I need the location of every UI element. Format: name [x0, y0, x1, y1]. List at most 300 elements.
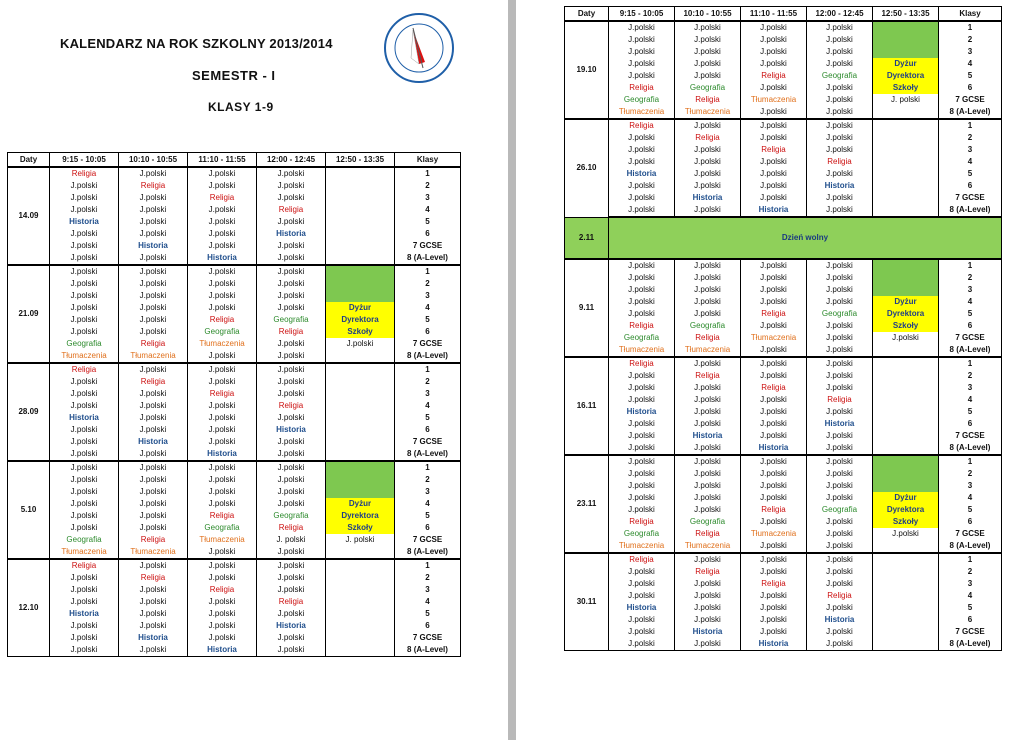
lesson-cell: J.polski: [119, 302, 188, 314]
lesson-cell: J.polski: [257, 572, 326, 584]
table-row: [565, 455, 1002, 468]
lesson-cell: J.polski: [807, 357, 873, 370]
class-cell: 7 GCSE: [395, 338, 461, 350]
lesson-cell: J.polski: [119, 522, 188, 534]
free-slot-cell: [873, 272, 939, 284]
class-cell: 6: [395, 326, 461, 338]
lesson-cell: Historia: [50, 412, 119, 424]
lesson-cell: J.polski: [675, 296, 741, 308]
extra-lesson-cell: [873, 553, 939, 566]
table-row: [8, 448, 461, 461]
extra-lesson-cell: [326, 644, 395, 657]
table-row: [8, 350, 461, 363]
lesson-cell: Historia: [609, 406, 675, 418]
lesson-cell: Religia: [119, 534, 188, 546]
free-slot-cell: [873, 284, 939, 296]
lesson-cell: Religia: [50, 363, 119, 376]
lesson-cell: J.polski: [609, 468, 675, 480]
lesson-cell: J.polski: [119, 228, 188, 240]
table-row: [565, 180, 1002, 192]
lesson-cell: Geografia: [50, 338, 119, 350]
class-cell: 7 GCSE: [939, 528, 1002, 540]
extra-lesson-cell: [873, 382, 939, 394]
free-slot-cell: [873, 480, 939, 492]
class-cell: 7 GCSE: [939, 192, 1002, 204]
table-row: [565, 46, 1002, 58]
week-date: 16.11: [565, 357, 609, 455]
lesson-cell: J.polski: [807, 344, 873, 357]
lesson-cell: J.polski: [257, 559, 326, 572]
lesson-cell: Historia: [119, 240, 188, 252]
extra-lesson-cell: [326, 388, 395, 400]
extra-lesson-cell: [873, 204, 939, 217]
lesson-cell: J.polski: [807, 296, 873, 308]
lesson-cell: Tłumaczenia: [741, 94, 807, 106]
lesson-cell: J.polski: [807, 106, 873, 119]
lesson-cell: J.polski: [807, 272, 873, 284]
extra-lesson-cell: [326, 240, 395, 252]
lesson-cell: J.polski: [807, 540, 873, 553]
class-cell: 3: [939, 144, 1002, 156]
lesson-cell: J.polski: [675, 455, 741, 468]
lesson-cell: Religia: [609, 516, 675, 528]
extra-lesson-cell: [326, 448, 395, 461]
lesson-cell: J.polski: [119, 278, 188, 290]
lesson-cell: J.polski: [741, 344, 807, 357]
lesson-cell: J.polski: [50, 388, 119, 400]
lesson-cell: J.polski: [675, 590, 741, 602]
calendar-page-left: [0, 0, 508, 740]
class-cell: 3: [939, 480, 1002, 492]
class-cell: 5: [395, 608, 461, 620]
lesson-cell: J.polski: [188, 424, 257, 436]
lesson-cell: J.polski: [257, 486, 326, 498]
lesson-cell: J.polski: [807, 21, 873, 34]
lesson-cell: Tłumaczenia: [741, 528, 807, 540]
class-cell: 5: [939, 504, 1002, 516]
class-cell: 6: [395, 424, 461, 436]
table-row: [8, 534, 461, 546]
class-cell: 5: [939, 168, 1002, 180]
lesson-cell: J.polski: [257, 265, 326, 278]
lesson-cell: J.polski: [257, 180, 326, 192]
class-cell: 3: [939, 46, 1002, 58]
lesson-cell: J.polski: [188, 290, 257, 302]
table-row: [8, 240, 461, 252]
lesson-cell: Tłumaczenia: [188, 338, 257, 350]
class-cell: 2: [939, 370, 1002, 382]
lesson-cell: J.polski: [257, 278, 326, 290]
lesson-cell: J.polski: [50, 584, 119, 596]
lesson-cell: Religia: [609, 357, 675, 370]
lesson-cell: J.polski: [119, 559, 188, 572]
lesson-cell: Historia: [675, 626, 741, 638]
lesson-cell: J.polski: [119, 486, 188, 498]
class-cell: 2: [939, 34, 1002, 46]
lesson-cell: J.polski: [50, 302, 119, 314]
class-cell: 4: [395, 596, 461, 608]
table-row: [565, 34, 1002, 46]
lesson-cell: J.polski: [807, 492, 873, 504]
week-date: 9.11: [565, 259, 609, 357]
lesson-cell: Historia: [741, 638, 807, 651]
lesson-cell: J.polski: [807, 284, 873, 296]
lesson-cell: J.polski: [807, 58, 873, 70]
extra-lesson-cell: [873, 344, 939, 357]
lesson-cell: J.polski: [257, 632, 326, 644]
column-header: Daty: [8, 153, 50, 168]
duty-cell: Dyżur: [326, 498, 395, 510]
column-header: 11:10 - 11:55: [741, 7, 807, 22]
lesson-cell: Geografia: [675, 320, 741, 332]
table-row: [8, 486, 461, 498]
free-slot-cell: [873, 34, 939, 46]
class-cell: 1: [939, 21, 1002, 34]
lesson-cell: J.polski: [675, 46, 741, 58]
week-date: 30.11: [565, 553, 609, 651]
lesson-cell: J.polski: [741, 602, 807, 614]
lesson-cell: Tłumaczenia: [188, 534, 257, 546]
table-row: [565, 516, 1002, 528]
week-date: 12.10: [8, 559, 50, 657]
duty-cell: Dyrektora: [873, 308, 939, 320]
lesson-cell: J.polski: [807, 442, 873, 455]
lesson-cell: J.polski: [119, 265, 188, 278]
lesson-cell: Geografia: [807, 70, 873, 82]
class-cell: 1: [395, 559, 461, 572]
lesson-cell: J.polski: [119, 204, 188, 216]
lesson-cell: Tłumaczenia: [609, 106, 675, 119]
schedule-table-right: [564, 6, 1002, 651]
lesson-cell: J.polski: [675, 357, 741, 370]
lesson-cell: J.polski: [188, 167, 257, 180]
extra-lesson-cell: J. polski: [873, 94, 939, 106]
lesson-cell: J.polski: [188, 400, 257, 412]
table-row: [8, 376, 461, 388]
lesson-cell: J.polski: [675, 58, 741, 70]
lesson-cell: J.polski: [609, 308, 675, 320]
class-cell: 1: [939, 553, 1002, 566]
class-cell: 4: [939, 296, 1002, 308]
lesson-cell: J.polski: [741, 430, 807, 442]
table-row: [8, 498, 461, 510]
table-row: [8, 180, 461, 192]
lesson-cell: Religia: [807, 156, 873, 168]
table-row: [565, 357, 1002, 370]
lesson-cell: J.polski: [609, 370, 675, 382]
lesson-cell: J.polski: [50, 204, 119, 216]
lesson-cell: J.polski: [675, 638, 741, 651]
table-row: [565, 320, 1002, 332]
lesson-cell: J.polski: [807, 430, 873, 442]
class-cell: 3: [395, 486, 461, 498]
document-title: KALENDARZ NA ROK SZKOLNY 2013/2014: [60, 36, 333, 51]
duty-cell: Dyżur: [873, 492, 939, 504]
class-cell: 6: [395, 522, 461, 534]
extra-lesson-cell: [326, 596, 395, 608]
class-cell: 7 GCSE: [939, 430, 1002, 442]
lesson-cell: Religia: [188, 314, 257, 326]
free-slot-cell: [873, 468, 939, 480]
extra-lesson-cell: J.polski: [873, 332, 939, 344]
lesson-cell: J.polski: [675, 614, 741, 626]
class-cell: 7 GCSE: [395, 436, 461, 448]
lesson-cell: J.polski: [741, 468, 807, 480]
lesson-cell: J.polski: [675, 272, 741, 284]
lesson-cell: Religia: [119, 376, 188, 388]
lesson-cell: J.polski: [741, 34, 807, 46]
class-cell: 8 (A-Level): [395, 350, 461, 363]
lesson-cell: Religia: [257, 204, 326, 216]
lesson-cell: J.polski: [119, 608, 188, 620]
lesson-cell: J.polski: [257, 167, 326, 180]
class-cell: 3: [395, 388, 461, 400]
extra-lesson-cell: [326, 363, 395, 376]
class-cell: 8 (A-Level): [939, 442, 1002, 455]
lesson-cell: J.polski: [741, 46, 807, 58]
lesson-cell: J.polski: [741, 590, 807, 602]
lesson-cell: J.polski: [609, 192, 675, 204]
lesson-cell: Religia: [119, 180, 188, 192]
lesson-cell: J.polski: [807, 144, 873, 156]
class-cell: 4: [395, 400, 461, 412]
lesson-cell: Religia: [609, 553, 675, 566]
class-cell: 7 GCSE: [395, 632, 461, 644]
table-row: [8, 474, 461, 486]
table-row: [565, 156, 1002, 168]
lesson-cell: J.polski: [50, 424, 119, 436]
lesson-cell: J.polski: [188, 596, 257, 608]
lesson-cell: J.polski: [257, 302, 326, 314]
lesson-cell: J.polski: [609, 58, 675, 70]
table-header-row: [8, 153, 461, 168]
lesson-cell: J.polski: [741, 357, 807, 370]
lesson-cell: J.polski: [675, 480, 741, 492]
column-header: 12:00 - 12:45: [807, 7, 873, 22]
lesson-cell: Geografia: [609, 94, 675, 106]
class-cell: 5: [939, 406, 1002, 418]
lesson-cell: J.polski: [807, 332, 873, 344]
lesson-cell: J.polski: [807, 259, 873, 272]
lesson-cell: J.polski: [50, 180, 119, 192]
class-cell: 1: [939, 357, 1002, 370]
lesson-cell: J.polski: [609, 259, 675, 272]
duty-cell: Szkoły: [873, 516, 939, 528]
lesson-cell: J.polski: [609, 296, 675, 308]
lesson-cell: J.polski: [741, 119, 807, 132]
free-slot-cell: [326, 461, 395, 474]
lesson-cell: J.polski: [609, 504, 675, 516]
table-row: [8, 278, 461, 290]
class-cell: 5: [395, 510, 461, 522]
table-row: [565, 578, 1002, 590]
table-row: [8, 559, 461, 572]
lesson-cell: Geografia: [609, 332, 675, 344]
lesson-cell: J.polski: [188, 302, 257, 314]
lesson-cell: J.polski: [807, 528, 873, 540]
table-row: [565, 82, 1002, 94]
class-cell: 8 (A-Level): [939, 204, 1002, 217]
table-row: [8, 363, 461, 376]
lesson-cell: Religia: [741, 144, 807, 156]
class-cell: 3: [939, 284, 1002, 296]
lesson-cell: Religia: [257, 522, 326, 534]
duty-cell: Dyżur: [873, 296, 939, 308]
lesson-cell: J.polski: [50, 290, 119, 302]
extra-lesson-cell: [326, 204, 395, 216]
duty-cell: Szkoły: [873, 320, 939, 332]
lesson-cell: Tłumaczenia: [675, 106, 741, 119]
table-row: [565, 296, 1002, 308]
class-cell: 2: [939, 132, 1002, 144]
lesson-cell: J.polski: [119, 326, 188, 338]
table-row: [565, 94, 1002, 106]
lesson-cell: J.polski: [50, 265, 119, 278]
class-cell: 8 (A-Level): [395, 448, 461, 461]
lesson-cell: J.polski: [807, 455, 873, 468]
extra-lesson-cell: [326, 559, 395, 572]
lesson-cell: J.polski: [119, 290, 188, 302]
column-header: Klasy: [395, 153, 461, 168]
lesson-cell: Religia: [609, 320, 675, 332]
free-day-label: Dzień wolny: [609, 217, 1002, 259]
table-row: [565, 480, 1002, 492]
table-row: [8, 338, 461, 350]
class-cell: 6: [939, 516, 1002, 528]
lesson-cell: J.polski: [741, 418, 807, 430]
lesson-cell: J.polski: [807, 468, 873, 480]
lesson-cell: Geografia: [807, 308, 873, 320]
lesson-cell: Geografia: [188, 522, 257, 534]
lesson-cell: J.polski: [188, 559, 257, 572]
lesson-cell: J.polski: [741, 259, 807, 272]
calendar-page-right: [516, 0, 1024, 740]
lesson-cell: J.polski: [188, 204, 257, 216]
lesson-cell: J.polski: [50, 278, 119, 290]
lesson-cell: J.polski: [741, 180, 807, 192]
lesson-cell: Historia: [257, 620, 326, 632]
lesson-cell: Geografia: [675, 82, 741, 94]
lesson-cell: J.polski: [807, 168, 873, 180]
table-row: [8, 608, 461, 620]
table-row: [8, 228, 461, 240]
lesson-cell: Tłumaczenia: [50, 546, 119, 559]
class-cell: 4: [939, 58, 1002, 70]
lesson-cell: J.polski: [609, 566, 675, 578]
lesson-cell: Historia: [807, 614, 873, 626]
lesson-cell: J.polski: [50, 400, 119, 412]
class-cell: 1: [939, 259, 1002, 272]
lesson-cell: J.polski: [807, 370, 873, 382]
lesson-cell: Religia: [741, 382, 807, 394]
class-cell: 4: [939, 394, 1002, 406]
column-header: 9:15 - 10:05: [50, 153, 119, 168]
class-cell: 6: [939, 418, 1002, 430]
lesson-cell: J.polski: [807, 132, 873, 144]
lesson-cell: J.polski: [119, 252, 188, 265]
lesson-cell: J.polski: [741, 553, 807, 566]
lesson-cell: Religia: [188, 510, 257, 522]
lesson-cell: J.polski: [741, 394, 807, 406]
lesson-cell: J.polski: [188, 572, 257, 584]
class-cell: 4: [939, 590, 1002, 602]
lesson-cell: Religia: [675, 94, 741, 106]
lesson-cell: J.polski: [675, 168, 741, 180]
duty-cell: Dyrektora: [873, 504, 939, 516]
lesson-cell: J.polski: [188, 474, 257, 486]
week-date: 19.10: [565, 21, 609, 119]
class-cell: 8 (A-Level): [395, 644, 461, 657]
lesson-cell: J.polski: [119, 448, 188, 461]
lesson-cell: Religia: [257, 596, 326, 608]
lesson-cell: J.polski: [741, 492, 807, 504]
lesson-cell: J.polski: [741, 21, 807, 34]
extra-lesson-cell: [873, 180, 939, 192]
table-header-row: [565, 7, 1002, 22]
extra-lesson-cell: [873, 357, 939, 370]
lesson-cell: J.polski: [741, 516, 807, 528]
lesson-cell: J.polski: [675, 21, 741, 34]
table-row: [565, 132, 1002, 144]
table-row: [565, 168, 1002, 180]
class-cell: 2: [395, 474, 461, 486]
table-row: [565, 406, 1002, 418]
lesson-cell: J.polski: [50, 596, 119, 608]
lesson-cell: Historia: [188, 644, 257, 657]
lesson-cell: Religia: [675, 566, 741, 578]
lesson-cell: J.polski: [609, 442, 675, 455]
extra-lesson-cell: [326, 192, 395, 204]
table-row: [8, 216, 461, 228]
lesson-cell: Religia: [257, 326, 326, 338]
lesson-cell: Religia: [741, 504, 807, 516]
lesson-cell: J.polski: [675, 308, 741, 320]
column-header: 12:50 - 13:35: [326, 153, 395, 168]
lesson-cell: J.polski: [119, 388, 188, 400]
lesson-cell: J.polski: [609, 430, 675, 442]
lesson-cell: J.polski: [50, 376, 119, 388]
class-cell: 5: [939, 602, 1002, 614]
lesson-cell: J.polski: [609, 21, 675, 34]
lesson-cell: J.polski: [257, 240, 326, 252]
free-slot-cell: [326, 290, 395, 302]
lesson-cell: J.polski: [741, 320, 807, 332]
lesson-cell: J.polski: [609, 70, 675, 82]
lesson-cell: J.polski: [609, 418, 675, 430]
lesson-cell: Tłumaczenia: [609, 344, 675, 357]
lesson-cell: J.polski: [188, 620, 257, 632]
lesson-cell: Religia: [675, 370, 741, 382]
lesson-cell: J.polski: [188, 350, 257, 363]
lesson-cell: J.polski: [257, 474, 326, 486]
table-row: [8, 424, 461, 436]
lesson-cell: J.polski: [741, 296, 807, 308]
table-row: [565, 442, 1002, 455]
extra-lesson-cell: [326, 228, 395, 240]
class-cell: 1: [939, 119, 1002, 132]
lesson-cell: J.polski: [675, 468, 741, 480]
lesson-cell: Geografia: [609, 528, 675, 540]
extra-lesson-cell: [873, 614, 939, 626]
lesson-cell: Religia: [188, 388, 257, 400]
lesson-cell: J.polski: [609, 144, 675, 156]
lesson-cell: J.polski: [50, 632, 119, 644]
lesson-cell: J.polski: [807, 82, 873, 94]
extra-lesson-cell: J.polski: [873, 528, 939, 540]
lesson-cell: Geografia: [50, 534, 119, 546]
lesson-cell: Historia: [675, 430, 741, 442]
table-row: [8, 290, 461, 302]
